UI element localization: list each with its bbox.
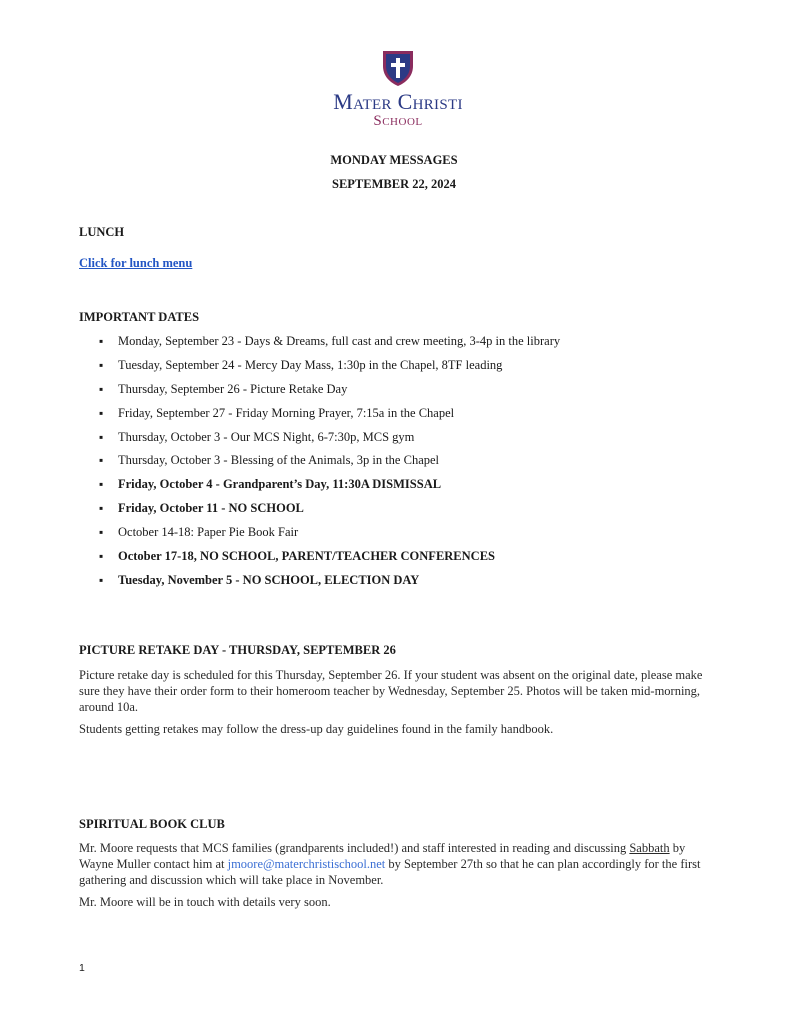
lunch-heading: LUNCH xyxy=(79,225,125,239)
picture-retake-heading: PICTURE RETAKE DAY - THURSDAY, SEPTEMBER 26 xyxy=(79,643,396,657)
page-number: 1 xyxy=(79,962,85,974)
date-list-item xyxy=(79,451,560,475)
contact-email-link[interactable]: jmoore@materchristischool.net xyxy=(227,857,386,872)
date-list-item xyxy=(79,547,560,571)
square-bullet-icon: ▪ xyxy=(99,501,104,516)
date-item-text: October 17-18, NO SCHOOL, PARENT/TEACHER CONFERENCES xyxy=(118,549,495,564)
date-list-item xyxy=(79,523,560,547)
square-bullet-icon: ▪ xyxy=(99,429,104,444)
date-item-text: Friday, September 27 - Friday Morning Prayer, 7:15a in the Chapel xyxy=(118,405,455,420)
book-club-paragraph xyxy=(79,840,719,889)
date-item-text: Thursday, September 26 - Picture Retake Day xyxy=(118,381,348,396)
date-list-item xyxy=(79,499,560,523)
date-item-text: Thursday, October 3 - Blessing of the Animals, 3p in the Chapel xyxy=(118,453,440,468)
date-list-item xyxy=(79,475,560,499)
square-bullet-icon: ▪ xyxy=(99,381,104,396)
logo-subtitle: School xyxy=(373,113,423,129)
document-date: SEPTEMBER 22, 2024 xyxy=(332,177,456,191)
picture-retake-note: Students getting retakes may follow the dress-up day guidelines found in the family handbook. xyxy=(79,722,554,736)
important-dates-heading: IMPORTANT DATES xyxy=(79,310,200,324)
logo-name: Mater Christi xyxy=(333,89,463,114)
book-club-note: Mr. Moore will be in touch with details very soon. xyxy=(79,895,331,909)
date-item-text: Tuesday, November 5 - NO SCHOOL, ELECTION DAY xyxy=(118,572,420,587)
square-bullet-icon: ▪ xyxy=(99,572,104,587)
square-bullet-icon: ▪ xyxy=(99,453,104,468)
document-title: MONDAY MESSAGES xyxy=(330,153,458,167)
date-item-text: Friday, October 11 - NO SCHOOL xyxy=(118,501,304,516)
book-club-text-c: by September 27th so that he can plan accordingly for the first gathering and discussion which will take place in November. xyxy=(79,857,701,888)
date-list-item xyxy=(79,428,560,452)
square-bullet-icon: ▪ xyxy=(99,525,104,540)
square-bullet-icon: ▪ xyxy=(99,477,104,492)
date-item-text: Thursday, October 3 - Our MCS Night, 6-7:30p, MCS gym xyxy=(118,429,415,444)
picture-retake-paragraph: Picture retake day is scheduled for this Thursday, September 26. If your student was absent on the original date, please make sure they have their order form to their homeroom teacher by Wednesday, September 25. Photos will be taken mid-morning, around 10a. xyxy=(79,668,703,715)
school-logo xyxy=(318,48,478,128)
date-item-text: Monday, September 23 - Days & Dreams, full cast and crew meeting, 3-4p in the library xyxy=(118,334,561,348)
date-item-text: Tuesday, September 24 - Mercy Day Mass, 1:30p in the Chapel, 8TF leading xyxy=(118,357,503,372)
book-title: Sabbath xyxy=(629,841,670,855)
date-list-item xyxy=(79,571,560,595)
square-bullet-icon: ▪ xyxy=(99,549,104,564)
date-list-item xyxy=(79,332,560,356)
shield-cross-icon xyxy=(380,48,416,88)
square-bullet-icon: ▪ xyxy=(99,334,104,348)
square-bullet-icon: ▪ xyxy=(99,357,104,372)
date-list-item xyxy=(79,356,560,380)
date-list-item xyxy=(79,380,560,404)
date-item-text: October 14-18: Paper Pie Book Fair xyxy=(118,525,299,540)
book-club-text-a: Mr. Moore requests that MCS families (grandparents included!) and staff interested in reading and discussing xyxy=(79,841,630,855)
square-bullet-icon: ▪ xyxy=(99,405,104,420)
important-dates-list xyxy=(79,332,560,595)
date-list-item xyxy=(79,404,560,428)
book-club-heading: SPIRITUAL BOOK CLUB xyxy=(79,817,225,831)
book-club-text-b: by Wayne Muller contact him at xyxy=(79,841,686,872)
lunch-menu-link[interactable]: Click for lunch menu xyxy=(79,256,193,270)
date-item-text: Friday, October 4 - Grandparent’s Day, 11:30A DISMISSAL xyxy=(118,477,442,492)
